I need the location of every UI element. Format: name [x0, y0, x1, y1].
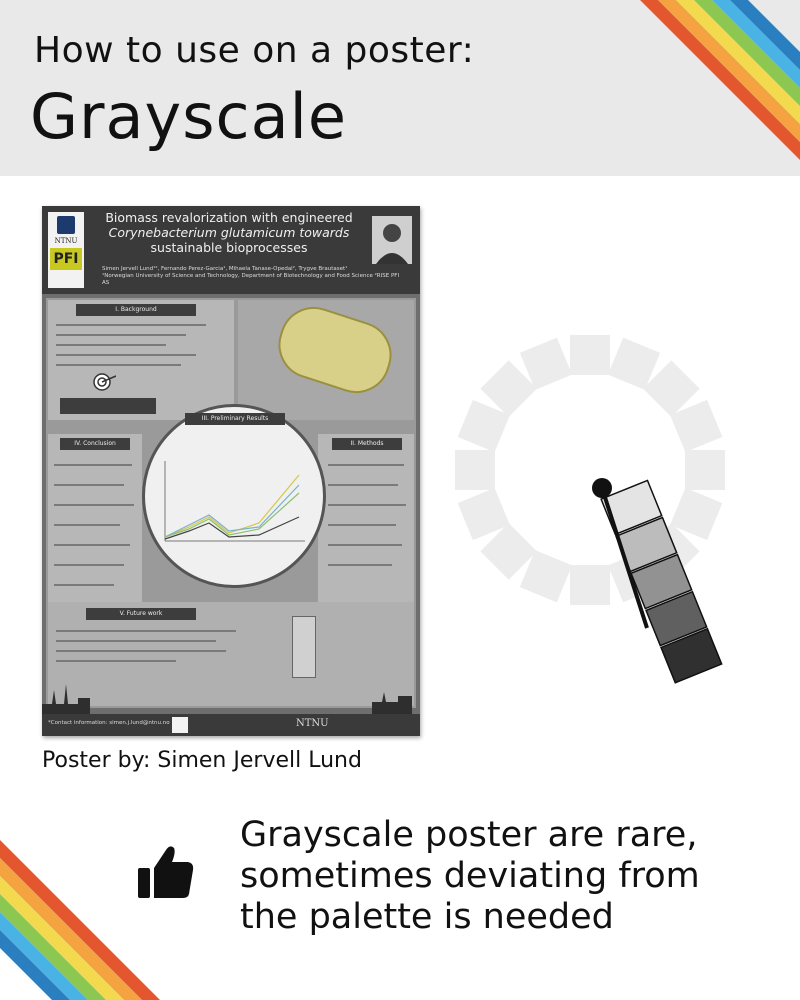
poster-contact: *Contact information: simen.j.lund@ntnu.no — [48, 720, 170, 726]
poster-title-line3: sustainable bioprocesses — [150, 240, 308, 255]
poster-bar-methods: II. Methods — [332, 438, 402, 450]
rainbow-stripes-top-right — [620, 0, 800, 176]
note-line2: sometimes deviating from — [240, 856, 700, 896]
poster-logo — [48, 212, 84, 288]
poster-affiliation: ¹Norwegian University of Science and Technology, Department of Biotechnology and Food Science ²RISE PFI AS — [102, 273, 400, 286]
wheel-segment — [455, 450, 495, 490]
ntnu-logo-icon — [57, 216, 75, 234]
note-line3: the palette is needed — [240, 897, 614, 937]
city-skyline-icon — [42, 676, 420, 716]
logo-pfi-text: PFI — [50, 248, 82, 270]
poster-author-list: Simen Jervell Lund¹², Fernando Perez-Garcia¹, Mihaela Tanase-Opedal², Trygve Brautaset¹ — [102, 266, 348, 272]
person-icon — [372, 216, 412, 264]
poster-header — [42, 206, 420, 294]
target-icon — [92, 372, 116, 392]
poster-aim-box — [60, 398, 156, 414]
author-photo — [372, 216, 412, 264]
bioreactor-icon — [292, 616, 316, 678]
header-subtitle: How to use on a poster: — [34, 30, 475, 71]
note-line1: Grayscale poster are rare, — [240, 815, 698, 855]
poster-bar-background: I. Background — [76, 304, 196, 316]
wheel-segment — [685, 450, 725, 490]
qr-code-icon — [172, 717, 188, 733]
grayscale-wheel-illustration — [440, 320, 770, 720]
header-band — [0, 0, 800, 176]
poster-footer-ntnu: NTNU — [296, 718, 329, 729]
poster-bar-future: V. Future work — [86, 608, 196, 620]
poster-growth-plot — [159, 457, 309, 547]
note-text — [240, 815, 760, 938]
poster-footer — [42, 714, 420, 736]
logo-ntnu-text: NTNU — [54, 237, 78, 245]
header-title: Grayscale — [30, 80, 347, 153]
poster-title-line1: Biomass revalorization with engineered — [105, 210, 353, 225]
poster-bar-conclusion: IV. Conclusion — [60, 438, 130, 450]
poster-title-line2: Corynebacterium glutamicum towards — [108, 225, 350, 240]
thumbs-up-icon — [136, 842, 196, 902]
poster-bar-results: III. Preliminary Results — [185, 413, 285, 425]
wheel-segment — [570, 565, 610, 605]
poster-results-circle — [142, 404, 326, 588]
poster-title — [88, 210, 370, 255]
pointer-dot — [592, 478, 612, 498]
poster-credit: Poster by: Simen Jervell Lund — [42, 748, 362, 773]
wheel-segment — [570, 335, 610, 375]
poster-thumbnail — [42, 206, 420, 736]
poster-authors — [102, 266, 402, 287]
